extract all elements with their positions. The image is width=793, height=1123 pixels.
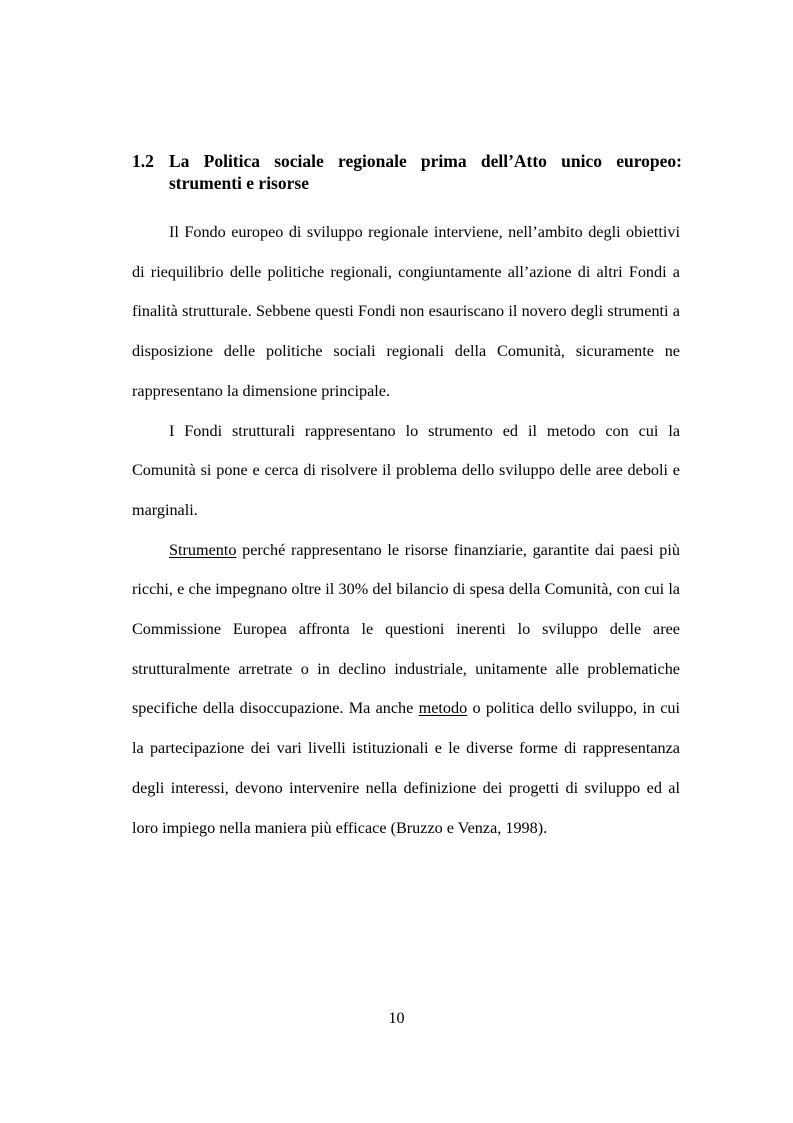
underlined-term-metodo: metodo [418, 699, 468, 718]
section-title-line-1: La Politica sociale regionale prima dell’Atto unico europeo: [169, 151, 682, 171]
page-number: 10 [388, 1010, 405, 1027]
section-title [169, 150, 682, 194]
paragraph-1: Il Fondo europeo di sviluppo regionale interviene, nell’ambito degli obiettivi di riequilibrio delle politiche regionali, congiuntamente all’azione di altri Fondi a finalità strutturale. Sebbene questi Fondi non esauriscano il novero degli strumenti a disposizione delle politiche sociali regionali della Comunità, sicuramente ne rappresentano la dimensione principale. [132, 223, 680, 400]
underlined-term-strumento: Strumento [169, 540, 237, 559]
body-text [132, 213, 680, 848]
section-title-line-2: strumenti e risorse [169, 173, 309, 193]
paragraph-3-text-b: o politica dello sviluppo, in cui la partecipazione dei vari livelli istituzionali e le diverse forme di rappresentanza degli interessi, devono intervenire nella definizione dei progetti di sviluppo ed al loro impiego nella maniera più efficace (Bruzzo e Venza, 1998). [132, 699, 681, 837]
paragraph-3 [132, 531, 680, 849]
section-heading [132, 150, 682, 194]
paragraph-2: I Fondi strutturali rappresentano lo strumento ed il metodo con cui la Comunità si pone e cerca di risolvere il problema dello sviluppo delle aree deboli e marginali. [132, 421, 680, 519]
section-number: 1.2 [132, 151, 154, 171]
paragraph-3-text-a: perché rappresentano le risorse finanziarie, garantite dai paesi più ricchi, e che impegnano oltre il 30% del bilancio di spesa della Comunità, con cui la Commissione Europea affronta le questioni inerenti lo sviluppo delle aree strutturalmente arretrate o in declino industriale, unitamente alle problematiche specifiche della disoccupazione. Ma anche [132, 540, 680, 718]
